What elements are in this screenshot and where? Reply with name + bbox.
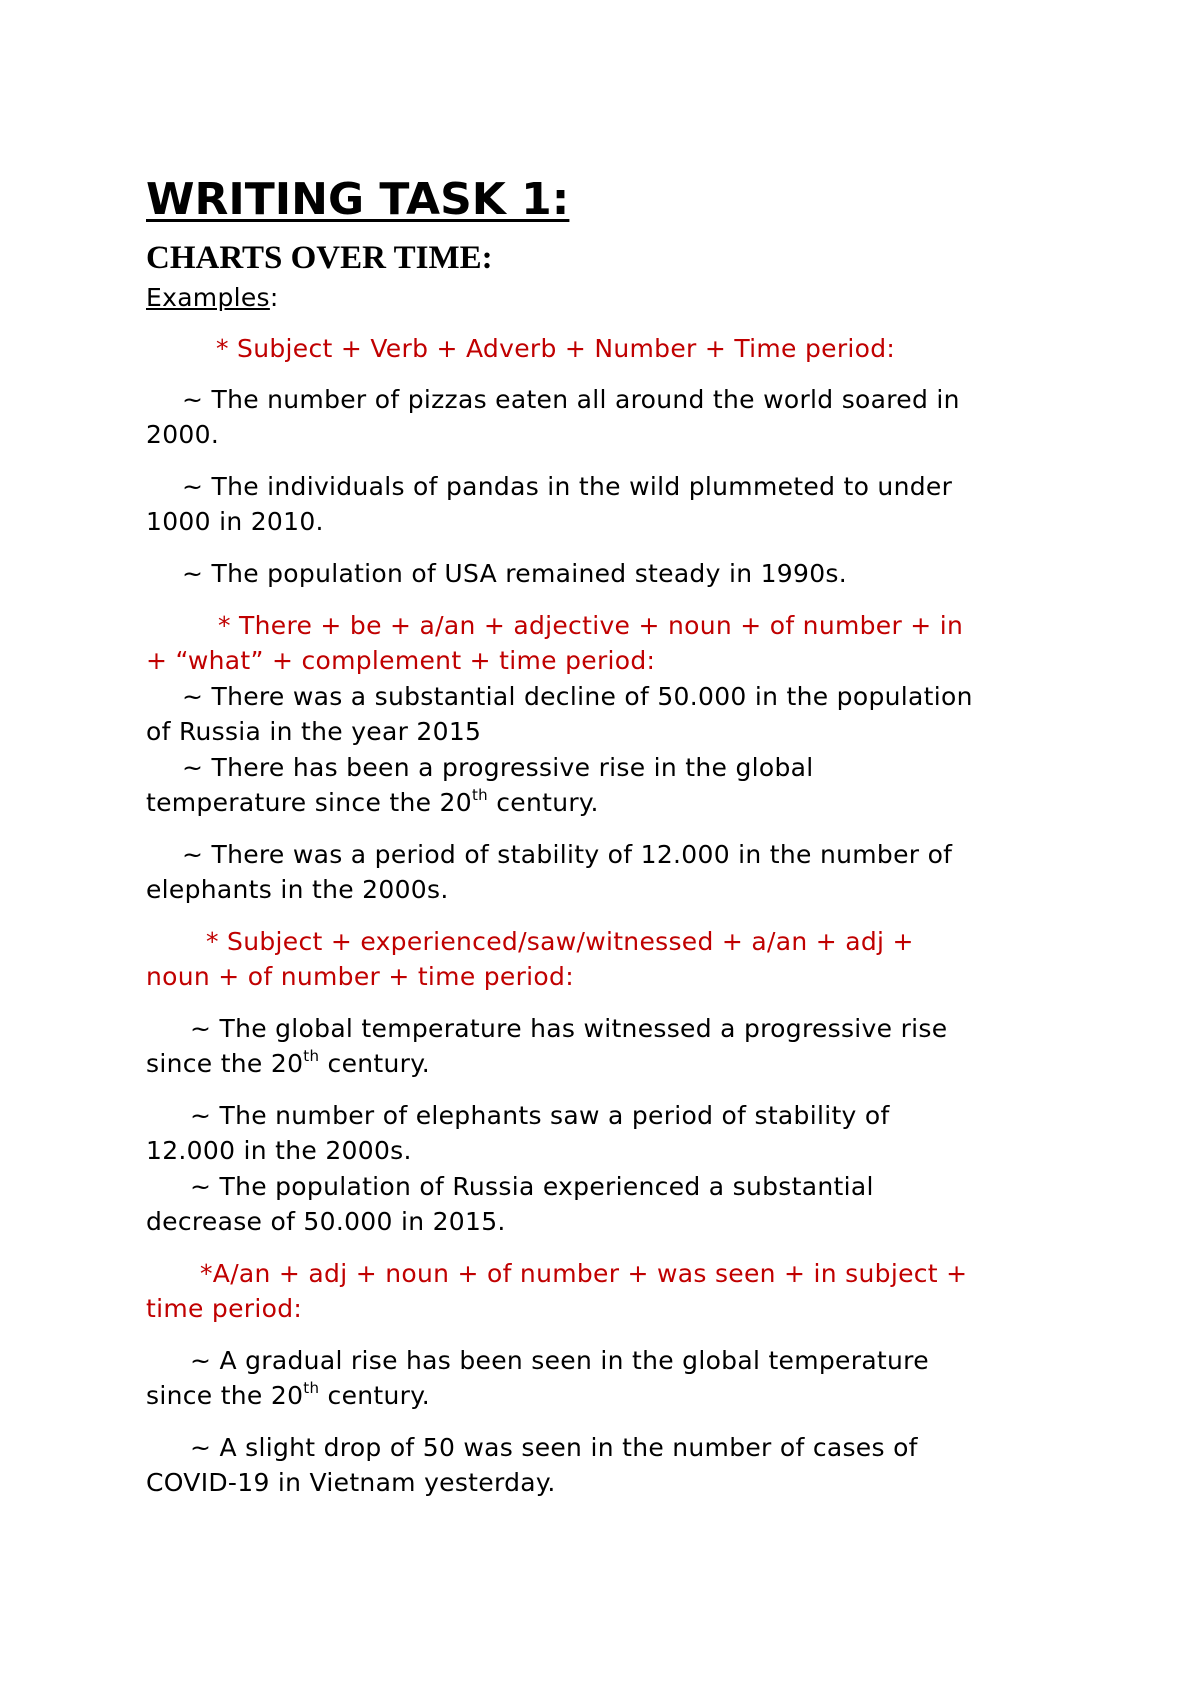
example-2-2-line-1: ~ There has been a progressive rise in the global [182,753,814,782]
example-3-3-line-2: decrease of 50.000 in 2015. [146,1207,506,1236]
example-2-1-line-1: ~ There was a substantial decline of 50.000 in the population [182,682,973,711]
example-4-1-line-1: ~ A gradual rise has been seen in the global temperature [190,1346,929,1375]
example-3-3-line-1: ~ The population of Russia experienced a substantial [190,1172,874,1201]
examples-colon: : [269,283,279,312]
example-3-1-text: since the 20 [146,1049,304,1078]
page-title: WRITING TASK 1: [146,174,570,225]
formula-1-line-1: * Subject + Verb + Adverb + Number + Time period: [216,334,896,363]
example-4-1-line-2 [146,1381,430,1411]
formula-3-line-1: * Subject + experienced/saw/witnessed + a/an + adj + [206,927,914,956]
formula-2-line-1: * There + be + a/an + adjective + noun + of number + in [218,611,964,640]
example-2-2-text: temperature since the 20 [146,788,472,817]
example-3-2-line-1: ~ The number of elephants saw a period of stability of [190,1101,890,1130]
example-4-2-line-2: COVID-19 in Vietnam yesterday. [146,1468,556,1497]
example-1-1-line-1: ~ The number of pizzas eaten all around the world soared in [182,385,960,414]
example-2-3-line-2: elephants in the 2000s. [146,875,449,904]
examples-heading [146,283,279,313]
example-1-2-line-2: 1000 in 2010. [146,507,324,536]
ordinal-suffix: th [303,1379,320,1397]
example-2-1-line-2: of Russia in the year 2015 [146,717,482,746]
example-3-2-line-2: 12.000 in the 2000s. [146,1136,412,1165]
example-1-1-line-2: 2000. [146,420,220,449]
example-2-2-text-end: century. [487,788,599,817]
formula-4-line-1: *A/an + adj + noun + of number + was seen + in subject + [200,1259,968,1288]
example-2-2-line-2 [146,788,599,818]
formula-2-line-2: + “what” + complement + time period: [146,646,656,675]
ordinal-suffix: th [303,1047,320,1065]
example-2-3-line-1: ~ There was a period of stability of 12.000 in the number of [182,840,953,869]
examples-label: Examples [146,283,270,312]
formula-3-line-2: noun + of number + time period: [146,962,574,991]
page-subtitle: CHARTS OVER TIME: [146,240,493,276]
ordinal-suffix: th [471,786,488,804]
example-1-3-line-1: ~ The population of USA remained steady in 1990s. [182,559,847,588]
example-1-2-line-1: ~ The individuals of pandas in the wild plummeted to under [182,472,953,501]
example-4-2-line-1: ~ A slight drop of 50 was seen in the number of cases of [190,1433,918,1462]
example-4-1-text-end: century. [319,1381,431,1410]
example-3-1-line-1: ~ The global temperature has witnessed a progressive rise [190,1014,948,1043]
formula-4-line-2: time period: [146,1294,303,1323]
example-3-1-line-2 [146,1049,430,1079]
example-4-1-text: since the 20 [146,1381,304,1410]
example-3-1-text-end: century. [319,1049,431,1078]
